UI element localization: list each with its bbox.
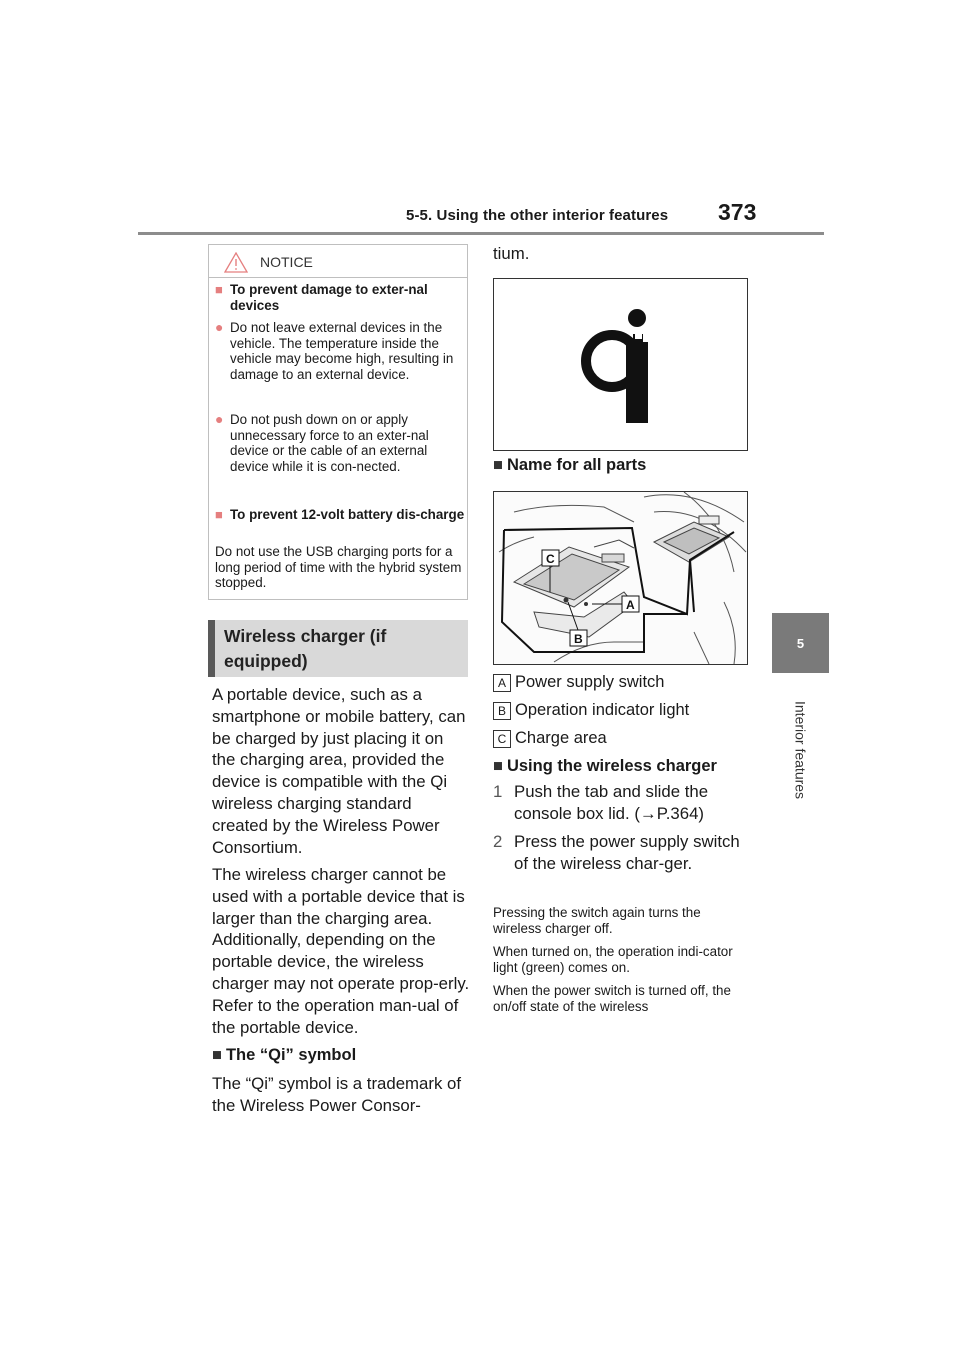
subheading-parts: ■ Name for all parts	[493, 456, 647, 474]
step-1: 1 Push the tab and slide the console box lid. (→P.364)	[493, 782, 709, 823]
warning-triangle-icon	[224, 252, 248, 273]
page-number: 373	[718, 199, 757, 225]
step-number: 1	[493, 782, 503, 801]
notice-item: ● Do not push down on or apply unnecessary force to an exter-nal device or the cable of an external device while it is con-nected.	[215, 411, 429, 474]
header-rule	[138, 232, 824, 235]
callout-b: B	[574, 632, 583, 646]
notice-header	[209, 245, 467, 278]
notice-label: NOTICE	[260, 254, 313, 270]
legend-item-a: A Power supply switch	[493, 673, 753, 695]
paragraph: The wireless charger cannot be used with a portable device that is larger than the charging area. Additionally, depending on the portable device, the wireless charger may not operate prop-erly. Refer to the operation man-ual of the portable device.	[212, 865, 470, 1037]
notice-heading-damage: ■ To prevent damage to exter-nal devices	[215, 282, 428, 313]
notice-item: ● Do not leave external devices in the vehicle. The temperature inside the vehicle may become high, resulting in damage to an external device.	[215, 319, 454, 382]
legend-badge: B	[493, 702, 511, 720]
square-bullet: ■	[215, 507, 223, 522]
round-bullet: ●	[215, 411, 224, 427]
notice-heading-battery: ■ To prevent 12-volt battery dis-charge	[215, 507, 465, 522]
chapter-tab-label	[772, 676, 829, 824]
step-number: 2	[493, 832, 503, 851]
qi-logo-figure	[493, 278, 748, 451]
chapter-tab-number: 5	[772, 613, 829, 673]
step-2: 2 Press the power supply switch of the wireless char-ger.	[493, 832, 740, 873]
square-bullet: ■	[215, 282, 223, 297]
subheading-qi: ■ The “Qi” symbol	[212, 1046, 357, 1064]
subheading-using: ■ Using the wireless charger	[493, 757, 717, 775]
note: Pressing the switch again turns the wireless charger off.	[493, 905, 701, 936]
callout-c: C	[546, 552, 555, 566]
section-heading-bar	[208, 620, 215, 677]
running-header-title: 5-5. Using the other interior features	[406, 207, 669, 224]
qi-logo-icon	[494, 279, 747, 450]
legend-item-b: B Operation indicator light	[493, 701, 753, 723]
legend-badge: C	[493, 730, 511, 748]
note: When the power switch is turned off, the on/off state of the wireless	[493, 983, 731, 1014]
wireless-charger-illustration	[493, 491, 748, 665]
notice-box	[208, 244, 468, 600]
round-bullet: ●	[215, 319, 224, 335]
console-diagram	[494, 492, 747, 664]
callout-a: A	[626, 598, 635, 612]
paragraph: A portable device, such as a smartphone or mobile battery, can be charged by just placing it on the charging area, provided the device is compatible with the Qi wireless charging standard created by the Wireless Power Consortium.	[212, 685, 466, 857]
notice-item: Do not use the USB charging ports for a long period of time with the hybrid system stopped.	[215, 544, 462, 590]
paragraph: The “Qi” symbol is a trademark of the Wireless Power Consor-	[212, 1074, 461, 1115]
legend-item-c: C Charge area	[493, 729, 753, 751]
chapter-tab-text: Interior features	[792, 700, 809, 800]
section-heading	[208, 620, 468, 677]
note: When turned on, the operation indi-cator light (green) comes on.	[493, 944, 733, 975]
section-heading-text: Wireless charger (if equipped)	[224, 626, 387, 671]
legend-badge: A	[493, 674, 511, 692]
paragraph-continued: tium.	[493, 244, 530, 263]
